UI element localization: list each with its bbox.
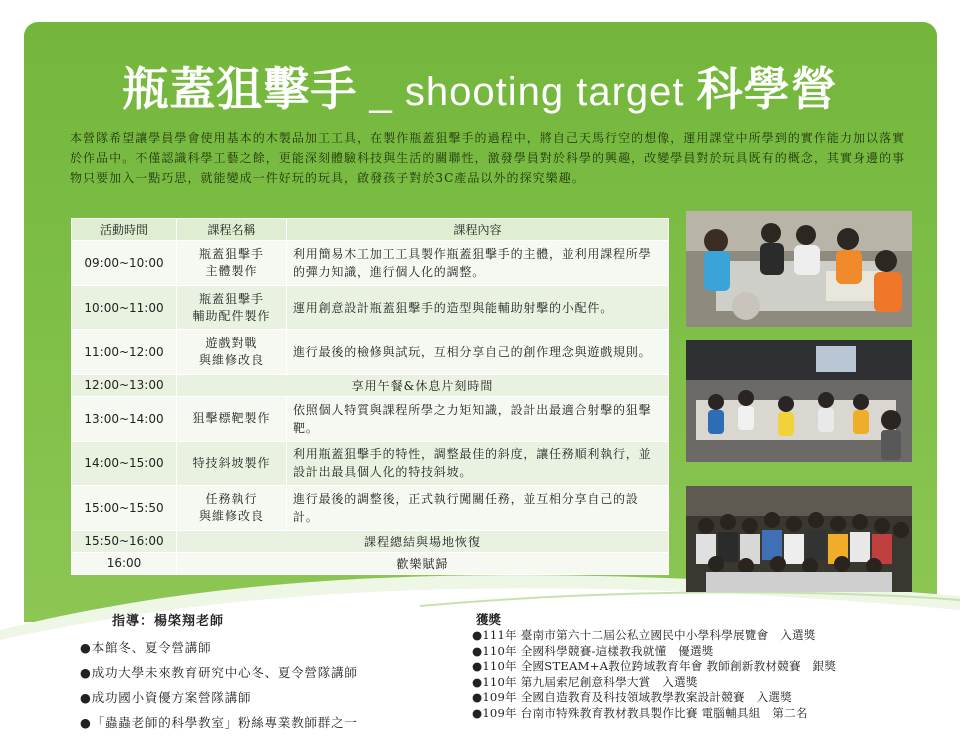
instructor-section bbox=[80, 610, 480, 735]
row-course: 瓶蓋狙擊手 主體製作 bbox=[177, 241, 287, 286]
awards-section bbox=[472, 612, 942, 722]
title-zh-2: 科學營 bbox=[696, 62, 838, 116]
row-time: 10:00~11:00 bbox=[72, 285, 177, 330]
schedule-row bbox=[72, 330, 669, 375]
row-course: 瓶蓋狙擊手 輔助配件製作 bbox=[177, 285, 287, 330]
row-time: 15:00~15:50 bbox=[72, 486, 177, 531]
schedule-row-end bbox=[72, 552, 669, 574]
instructor-item: ●本館冬、夏令營講師 bbox=[80, 640, 212, 655]
row-time: 15:50~16:00 bbox=[72, 530, 177, 552]
award-item: ●110年 全國科學競賽-這樣教我就懂 優選獎 bbox=[472, 643, 714, 658]
row-content: 運用創意設計瓶蓋狙擊手的造型與能輔助射擊的小配件。 bbox=[287, 285, 669, 330]
row-course: 狙擊標靶製作 bbox=[177, 397, 287, 442]
row-time: 11:00~12:00 bbox=[72, 330, 177, 375]
awards-heading: 獲獎 bbox=[476, 612, 502, 627]
workshop-photo bbox=[686, 211, 912, 327]
schedule-row bbox=[72, 241, 669, 286]
schedule-header-row bbox=[72, 219, 669, 241]
schedule-row-break bbox=[72, 374, 669, 396]
award-item: ●109年 台南市特殊教育教材教具製作比賽 電腦輔具組 第二名 bbox=[472, 705, 808, 720]
row-course: 任務執行 與維修改良 bbox=[177, 486, 287, 531]
intro-paragraph: 本營隊希望讓學員學會使用基本的木製品加工工具，在製作瓶蓋狙擊手的過程中，將自己天馬行空的想像，運用課堂中所學到的實作能力加以落實於作品中。不僅認識科學工藝之餘，更能深刻體驗科技與生活的關聯性，激發學員對於科學的興趣，改變學員對於玩具既有的概念，其實身邊的事物只要加入一點巧思，就能變成一件好玩的玩具，啟發孩子對於3C產品以外的探究樂趣。 bbox=[70, 131, 906, 185]
row-span-text: 課程總結與場地恢復 bbox=[177, 530, 669, 552]
instructor-item: ●成功國小資優方案營隊講師 bbox=[80, 690, 252, 705]
schedule-table bbox=[71, 218, 669, 575]
row-content: 利用簡易木工加工工具製作瓶蓋狙擊手的主體，並利用課程所學的彈力知識，進行個人化的調整。 bbox=[287, 241, 669, 286]
group-photo bbox=[686, 486, 912, 592]
row-time: 13:00~14:00 bbox=[72, 397, 177, 442]
schedule-row bbox=[72, 285, 669, 330]
row-content: 利用瓶蓋狙擊手的特性，調整最佳的斜度，讓任務順利執行，並設計出最具個人化的特技斜坡。 bbox=[287, 441, 669, 486]
instructor-item: ●成功大學未來教育研究中心冬、夏令營隊講師 bbox=[80, 665, 358, 680]
schedule-row bbox=[72, 441, 669, 486]
row-span-text: 享用午餐&休息片刻時間 bbox=[177, 374, 669, 396]
header-course: 課程名稱 bbox=[177, 219, 287, 241]
classroom-hall-photo bbox=[686, 340, 912, 462]
header-time: 活動時間 bbox=[72, 219, 177, 241]
award-item: ●110年 全國STEAM+A教位跨域教育年會 教師創新教材競賽 銀獎 bbox=[472, 659, 837, 674]
row-time: 09:00~10:00 bbox=[72, 241, 177, 286]
instructor-heading: 指導：楊棨翔老師 bbox=[112, 614, 225, 629]
row-course: 遊戲對戰 與維修改良 bbox=[177, 330, 287, 375]
header-content: 課程內容 bbox=[287, 219, 669, 241]
award-item: ●109年 全國自造教育及科技領域教學教案設計競賽 入選獎 bbox=[472, 690, 792, 705]
award-item: ●110年 第九屆索尼創意科學大賞 入選獎 bbox=[472, 674, 698, 689]
schedule-row bbox=[72, 397, 669, 442]
row-time: 14:00~15:00 bbox=[72, 441, 177, 486]
row-content: 進行最後的檢修與試玩，互相分享自己的創作理念與遊戲規則。 bbox=[287, 330, 669, 375]
award-item: ●111年 臺南市第六十二屆公私立國民中小學科學展覽會 入選獎 bbox=[472, 628, 816, 642]
title-zh-1: 瓶蓋狙擊手 bbox=[122, 62, 358, 116]
schedule-row-wrapup bbox=[72, 530, 669, 552]
row-content: 依照個人特質與課程所學之力矩知識，設計出最適合射擊的狙擊靶。 bbox=[287, 397, 669, 442]
row-content: 進行最後的調整後，正式執行闖關任務，並互相分享自己的設計。 bbox=[287, 486, 669, 531]
row-span-text: 歡樂賦歸 bbox=[177, 552, 669, 574]
row-time: 16:00 bbox=[72, 552, 177, 574]
instructor-item: ●「蟲蟲老師的科學教室」粉絲專業教師群之一 bbox=[80, 715, 358, 730]
page-title bbox=[0, 58, 960, 123]
row-course: 特技斜坡製作 bbox=[177, 441, 287, 486]
row-time: 12:00~13:00 bbox=[72, 374, 177, 396]
schedule-row bbox=[72, 486, 669, 531]
title-latin: _ shooting target bbox=[357, 70, 697, 114]
